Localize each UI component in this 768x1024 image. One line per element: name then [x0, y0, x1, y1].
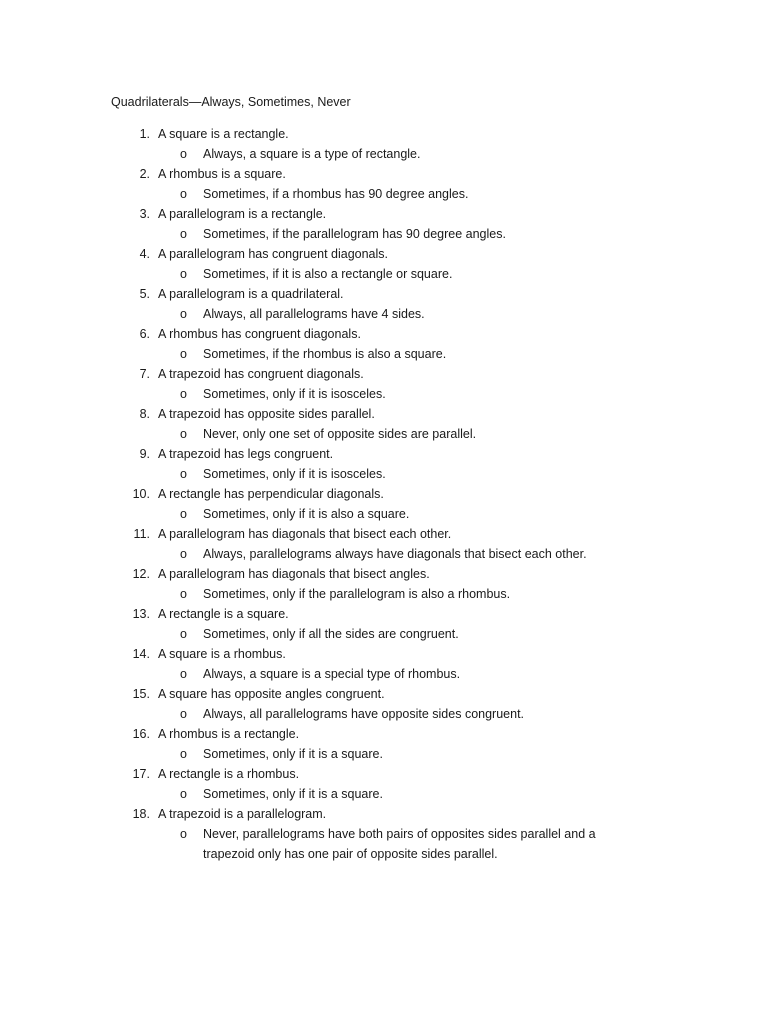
- bullet-icon: o: [180, 427, 187, 441]
- answer-text: Sometimes, if the rhombus is also a square.: [203, 347, 447, 361]
- bullet-icon: o: [180, 507, 187, 521]
- answer-line: [0, 264, 768, 284]
- question-line: [0, 364, 768, 384]
- list-item: [0, 324, 768, 364]
- answer-text: Sometimes, only if it is also a square.: [203, 507, 410, 521]
- bullet-icon: o: [180, 707, 187, 721]
- item-number: 14.: [132, 647, 150, 661]
- list-item: [0, 644, 768, 684]
- bullet-icon: o: [180, 307, 187, 321]
- item-number: 5.: [139, 287, 150, 301]
- item-number: 8.: [139, 407, 150, 421]
- question-text: A rectangle is a rhombus.: [158, 767, 300, 781]
- answer-text: Always, parallelograms always have diagonals that bisect each other.: [203, 547, 587, 561]
- answer-line: [0, 504, 768, 524]
- question-text: A trapezoid has legs congruent.: [158, 447, 334, 461]
- list-item: [0, 804, 768, 864]
- list-item: [0, 764, 768, 804]
- question-text: A rectangle has perpendicular diagonals.: [158, 487, 384, 501]
- bullet-icon: o: [180, 547, 187, 561]
- question-line: [0, 724, 768, 744]
- bullet-icon: o: [180, 147, 187, 161]
- list-item: [0, 404, 768, 444]
- list-item: [0, 124, 768, 164]
- question-text: A square is a rhombus.: [158, 647, 286, 661]
- question-text: A rectangle is a square.: [158, 607, 289, 621]
- answer-line: [0, 784, 768, 804]
- bullet-icon: o: [180, 267, 187, 281]
- list-item: [0, 684, 768, 724]
- answer-line: [0, 344, 768, 364]
- item-number: 4.: [139, 247, 150, 261]
- answer-line: [0, 464, 768, 484]
- question-text: A parallelogram has diagonals that bisect each other.: [158, 527, 452, 541]
- question-line: [0, 604, 768, 624]
- answer-text: Sometimes, only if it is isosceles.: [203, 467, 386, 481]
- item-number: 12.: [132, 567, 150, 581]
- answer-line: [0, 384, 768, 404]
- question-line: [0, 564, 768, 584]
- question-line: [0, 284, 768, 304]
- answer-text: Sometimes, only if all the sides are congruent.: [203, 627, 459, 641]
- list-item: [0, 444, 768, 484]
- item-number: 15.: [132, 687, 150, 701]
- question-line: [0, 204, 768, 224]
- answer-line: [0, 544, 768, 564]
- question-text: A parallelogram is a rectangle.: [158, 207, 327, 221]
- question-line: [0, 124, 768, 144]
- answer-text: Always, a square is a special type of rhombus.: [203, 667, 461, 681]
- answer-line: [0, 664, 768, 684]
- list-item: [0, 364, 768, 404]
- question-text: A rhombus is a square.: [158, 167, 286, 181]
- list-item: [0, 564, 768, 604]
- list-item: [0, 204, 768, 244]
- item-number: 18.: [132, 807, 150, 821]
- item-number: 11.: [133, 527, 150, 541]
- bullet-icon: o: [180, 667, 187, 681]
- question-text: A parallelogram is a quadrilateral.: [158, 287, 344, 301]
- question-text: A trapezoid is a parallelogram.: [158, 807, 327, 821]
- item-number: 13.: [132, 607, 150, 621]
- answer-line: [0, 824, 768, 864]
- answer-line: [0, 224, 768, 244]
- item-number: 1.: [139, 127, 150, 141]
- item-number: 7.: [139, 367, 150, 381]
- bullet-icon: o: [180, 347, 187, 361]
- bullet-icon: o: [180, 747, 187, 761]
- bullet-icon: o: [180, 467, 187, 481]
- question-text: A rhombus has congruent diagonals.: [158, 327, 361, 341]
- list-item: [0, 484, 768, 524]
- question-list: [0, 124, 768, 864]
- answer-line: [0, 584, 768, 604]
- answer-text: Never, parallelograms have both pairs of opposites sides parallel and a trapezoid only has one pair of opposite sides parallel.: [203, 827, 596, 861]
- answer-line: [0, 144, 768, 164]
- question-line: [0, 684, 768, 704]
- question-text: A parallelogram has congruent diagonals.: [158, 247, 389, 261]
- answer-text: Always, all parallelograms have 4 sides.: [203, 307, 425, 321]
- question-line: [0, 524, 768, 544]
- page-title: Quadrilaterals—Always, Sometimes, Never: [111, 95, 351, 109]
- question-line: [0, 764, 768, 784]
- question-text: A rhombus is a rectangle.: [158, 727, 300, 741]
- question-line: [0, 484, 768, 504]
- question-text: A parallelogram has diagonals that bisect angles.: [158, 567, 430, 581]
- question-text: A trapezoid has congruent diagonals.: [158, 367, 364, 381]
- bullet-icon: o: [180, 387, 187, 401]
- answer-text: Sometimes, only if it is a square.: [203, 787, 383, 801]
- answer-text: Always, a square is a type of rectangle.: [203, 147, 421, 161]
- answer-line: [0, 304, 768, 324]
- bullet-icon: o: [180, 827, 187, 841]
- answer-text: Always, all parallelograms have opposite sides congruent.: [203, 707, 525, 721]
- item-number: 17.: [132, 767, 150, 781]
- answer-line: [0, 424, 768, 444]
- item-number: 2.: [139, 167, 150, 181]
- list-item: [0, 164, 768, 204]
- answer-text: Never, only one set of opposite sides are parallel.: [203, 427, 477, 441]
- question-text: A square has opposite angles congruent.: [158, 687, 385, 701]
- item-number: 3.: [139, 207, 150, 221]
- list-item: [0, 724, 768, 764]
- bullet-icon: o: [180, 227, 187, 241]
- list-item: [0, 524, 768, 564]
- bullet-icon: o: [180, 787, 187, 801]
- answer-line: [0, 184, 768, 204]
- question-line: [0, 804, 768, 824]
- question-line: [0, 324, 768, 344]
- answer-text: Sometimes, if it is also a rectangle or square.: [203, 267, 453, 281]
- question-line: [0, 404, 768, 424]
- answer-text: Sometimes, if a rhombus has 90 degree angles.: [203, 187, 469, 201]
- question-text: A trapezoid has opposite sides parallel.: [158, 407, 375, 421]
- answer-text: Sometimes, if the parallelogram has 90 degree angles.: [203, 227, 506, 241]
- list-item: [0, 604, 768, 644]
- answer-line: [0, 704, 768, 724]
- bullet-icon: o: [180, 627, 187, 641]
- bullet-icon: o: [180, 187, 187, 201]
- answer-text: Sometimes, only if it is a square.: [203, 747, 383, 761]
- answer-text: Sometimes, only if the parallelogram is also a rhombus.: [203, 587, 511, 601]
- answer-line: [0, 744, 768, 764]
- list-item: [0, 284, 768, 324]
- list-item: [0, 244, 768, 284]
- question-line: [0, 444, 768, 464]
- item-number: 6.: [139, 327, 150, 341]
- question-text: A square is a rectangle.: [158, 127, 289, 141]
- answer-text: Sometimes, only if it is isosceles.: [203, 387, 386, 401]
- item-number: 10.: [132, 487, 150, 501]
- question-line: [0, 644, 768, 664]
- question-line: [0, 244, 768, 264]
- bullet-icon: o: [180, 587, 187, 601]
- item-number: 16.: [132, 727, 150, 741]
- answer-line: [0, 624, 768, 644]
- item-number: 9.: [139, 447, 150, 461]
- question-line: [0, 164, 768, 184]
